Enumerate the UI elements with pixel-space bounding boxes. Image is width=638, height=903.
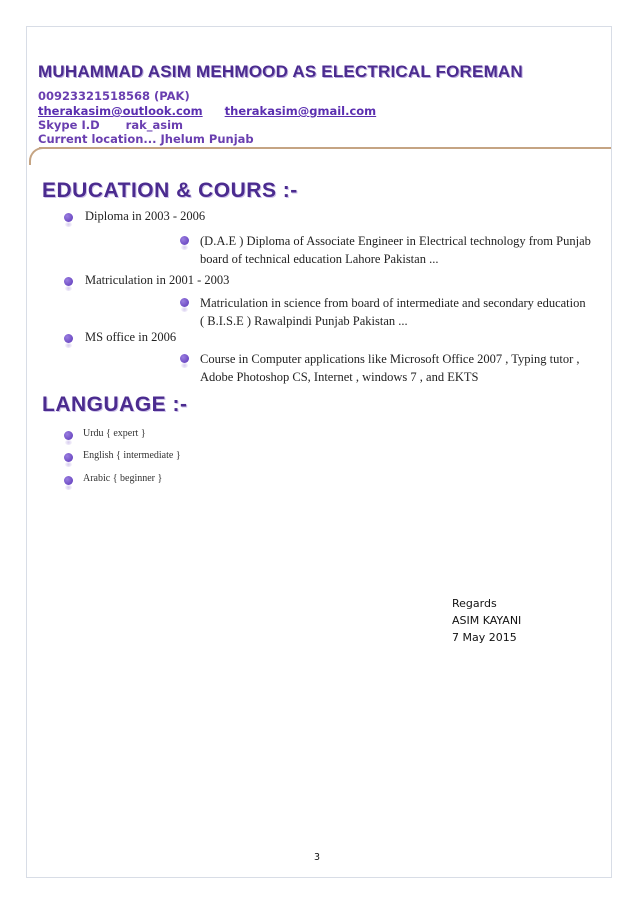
education-item-label: MS office in 2006 [85,330,177,344]
education-item-detail [200,350,600,386]
detail-line: (D.A.E ) Diploma of Associate Engineer in Electrical technology from Punjab [200,234,591,248]
bullet-icon [64,431,73,440]
skype-value: rak_asim [125,118,184,132]
skype-label: Skype I.D [38,118,100,132]
detail-line: ( B.I.S.E ) Rawalpindi Punjab Pakistan ... [200,314,408,328]
detail-line: Adobe Photoshop CS, Internet , windows 7 , and EKTS [200,370,479,384]
divider-line [39,147,611,149]
language-item: Arabic { beginner } [83,473,163,484]
bullet-icon [180,354,189,363]
skype-row [38,118,183,132]
phone-number: 00923321518568 (PAK) [38,89,190,103]
detail-line: Matriculation in science from board of intermediate and secondary education [200,296,586,310]
bullet-icon [64,476,73,485]
page-title: MUHAMMAD ASIM MEHMOOD AS ELECTRICAL FOREMAN [38,62,523,81]
email-link-outlook[interactable]: therakasim@outlook.com [38,104,203,118]
language-heading: LANGUAGE :- [42,393,188,416]
education-item-label: Matriculation in 2001 - 2003 [85,273,230,287]
language-item: Urdu { expert } [83,428,146,439]
bullet-icon [64,334,73,343]
detail-line: Course in Computer applications like Microsoft Office 2007 , Typing tutor , [200,352,580,366]
detail-line: board of technical education Lahore Pakistan ... [200,252,439,266]
bullet-icon [64,213,73,222]
education-item-detail [200,294,600,330]
bullet-icon [180,298,189,307]
bullet-icon [180,236,189,245]
bullet-icon [64,277,73,286]
current-location: Current location... Jhelum Punjab [38,132,254,146]
bullet-icon [64,453,73,462]
language-item: English { intermediate } [83,450,181,461]
education-item-label: Diploma in 2003 - 2006 [85,209,206,223]
education-heading: EDUCATION & COURS :- [42,179,298,202]
regards-text: Regards [452,597,497,610]
email-link-gmail[interactable]: therakasim@gmail.com [224,104,377,118]
signature-name: ASIM KAYANI [452,614,522,627]
letter-date: 7 May 2015 [452,631,517,644]
education-item-detail [200,232,600,268]
email-row [38,104,376,118]
page-number: 3 [314,852,321,863]
